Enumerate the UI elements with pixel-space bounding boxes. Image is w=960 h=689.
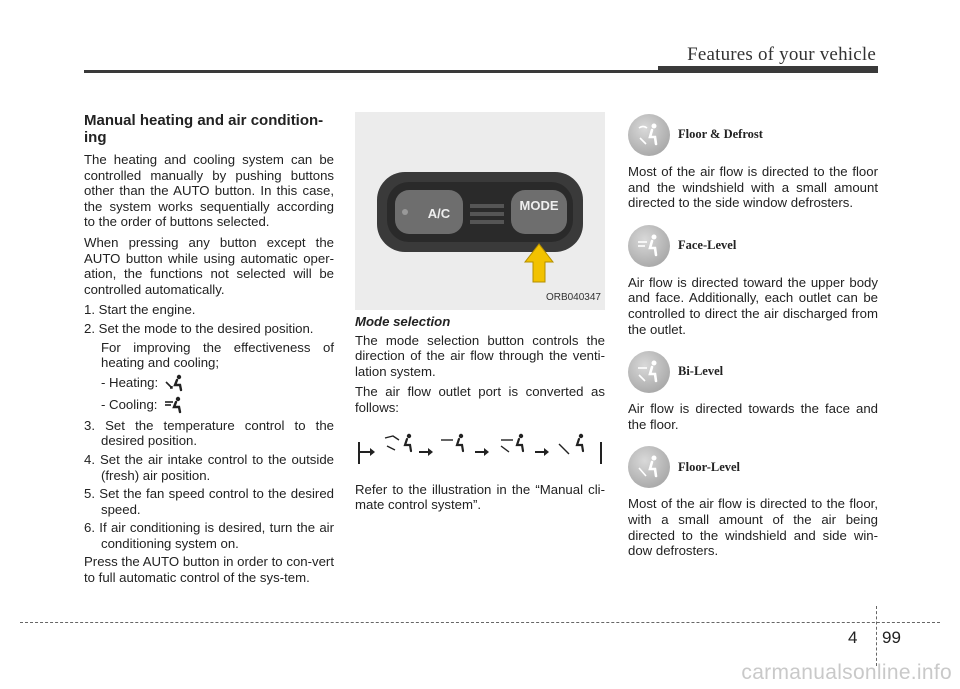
mode-label-floor-level: Floor-Level — [678, 459, 741, 474]
photo-code: ORB040347 — [545, 292, 601, 304]
mode-label-face-level: Face-Level — [678, 237, 737, 252]
mode-face-level — [628, 225, 878, 337]
step-2: 2. Set the mode to the desired position. — [84, 320, 314, 336]
left-column — [84, 112, 334, 591]
mode-label-floor-defrost: Floor & Defrost — [678, 127, 763, 142]
mode-paragraph-2: The air flow outlet port is converted as follows: — [355, 384, 605, 415]
step-4: 4. Set the air intake control to the outside (fresh) air position. — [84, 451, 334, 483]
cooling-row — [84, 396, 334, 414]
step-6: 6. If air conditioning is desired, turn the air conditioning system on. — [84, 520, 334, 551]
section-heading: Manual heating and air condition-ing — [84, 112, 324, 146]
page-number: 99 — [882, 628, 901, 647]
step-3: 3. Set the temperature control to the desired position. — [84, 417, 334, 449]
step-1: 1. Start the engine. — [84, 302, 196, 318]
section-number: 4 — [848, 628, 858, 647]
right-column — [628, 114, 878, 573]
cooling-label: - Cooling: — [101, 396, 158, 412]
face-flow-icon — [441, 433, 463, 450]
mode-text-floor-level: Most of the air flow is directed to the floor, with a small amount of the air being directed to the windshield and side win-dow defrosters. — [628, 496, 878, 559]
floor-level-icon — [628, 446, 670, 488]
heating-label: - Heating: — [101, 374, 159, 390]
face-mode-icon — [163, 396, 185, 414]
mode-paragraph-3: Refer to the illustration in the “Manual cli-mate control system”. — [355, 481, 605, 513]
floor-mode-icon — [164, 374, 186, 392]
floor-flow-icon — [559, 433, 583, 453]
mode-flow-svg — [355, 428, 605, 468]
closing-paragraph: Press the AUTO button in order to con-vert to full automatic control of the sys-tem. — [84, 554, 334, 586]
middle-column — [355, 112, 605, 518]
mode-label-bi-level: Bi-Level — [678, 364, 724, 379]
step-2-note: For improving the effectiveness of heating and cooling; — [101, 339, 334, 371]
mode-flow-diagram — [355, 428, 605, 468]
mode-paragraph-1: The mode selection button controls the direction of the air flow through the venti-lation system. — [355, 332, 605, 379]
bi-level-flow-icon — [501, 433, 523, 451]
step-5: 5. Set the fan speed control to the desired speed. — [84, 486, 334, 517]
floor-defrost-flow-icon — [385, 433, 411, 450]
control-panel-illustration — [355, 112, 605, 310]
intro-paragraph-1: The heating and cooling system can be controlled manually by pushing buttons other than the AUTO button. In this case, the system works sequentially according to the order of buttons selected. — [84, 152, 334, 230]
floor-defrost-icon — [628, 114, 670, 156]
header-title: Features of your vehicle — [687, 44, 876, 65]
mode-text-bi-level: Air flow is directed towards the face and the floor. — [628, 401, 878, 432]
footer-divider — [876, 606, 877, 666]
face-level-icon — [628, 225, 670, 267]
mode-floor-defrost — [628, 114, 878, 211]
ac-button-label: A/C — [427, 206, 451, 221]
heating-row — [84, 374, 334, 392]
mode-selection-subhead: Mode selection — [355, 314, 451, 329]
header-rule-thick — [658, 66, 878, 72]
mode-floor-level — [628, 446, 878, 558]
control-panel-photo — [355, 112, 605, 310]
bi-level-icon — [628, 351, 670, 393]
mode-bi-level — [628, 351, 878, 432]
mode-button-label: MODE — [519, 198, 559, 213]
intro-paragraph-2: When pressing any button except the AUTO button while using automatic oper-ation, the functions not selected will be controlled automatically. — [84, 234, 334, 297]
watermark: carmanualsonline.info — [741, 661, 952, 684]
mode-text-face-level: Air flow is directed toward the upper body and face. Additionally, each outlet can be controlled to direct the air discharged from the outlet. — [628, 274, 878, 337]
footer-rule — [20, 622, 940, 623]
mode-text-floor-defrost: Most of the air flow is directed to the floor and the windshield with a small amount directed to the side window defrosters. — [628, 164, 878, 211]
